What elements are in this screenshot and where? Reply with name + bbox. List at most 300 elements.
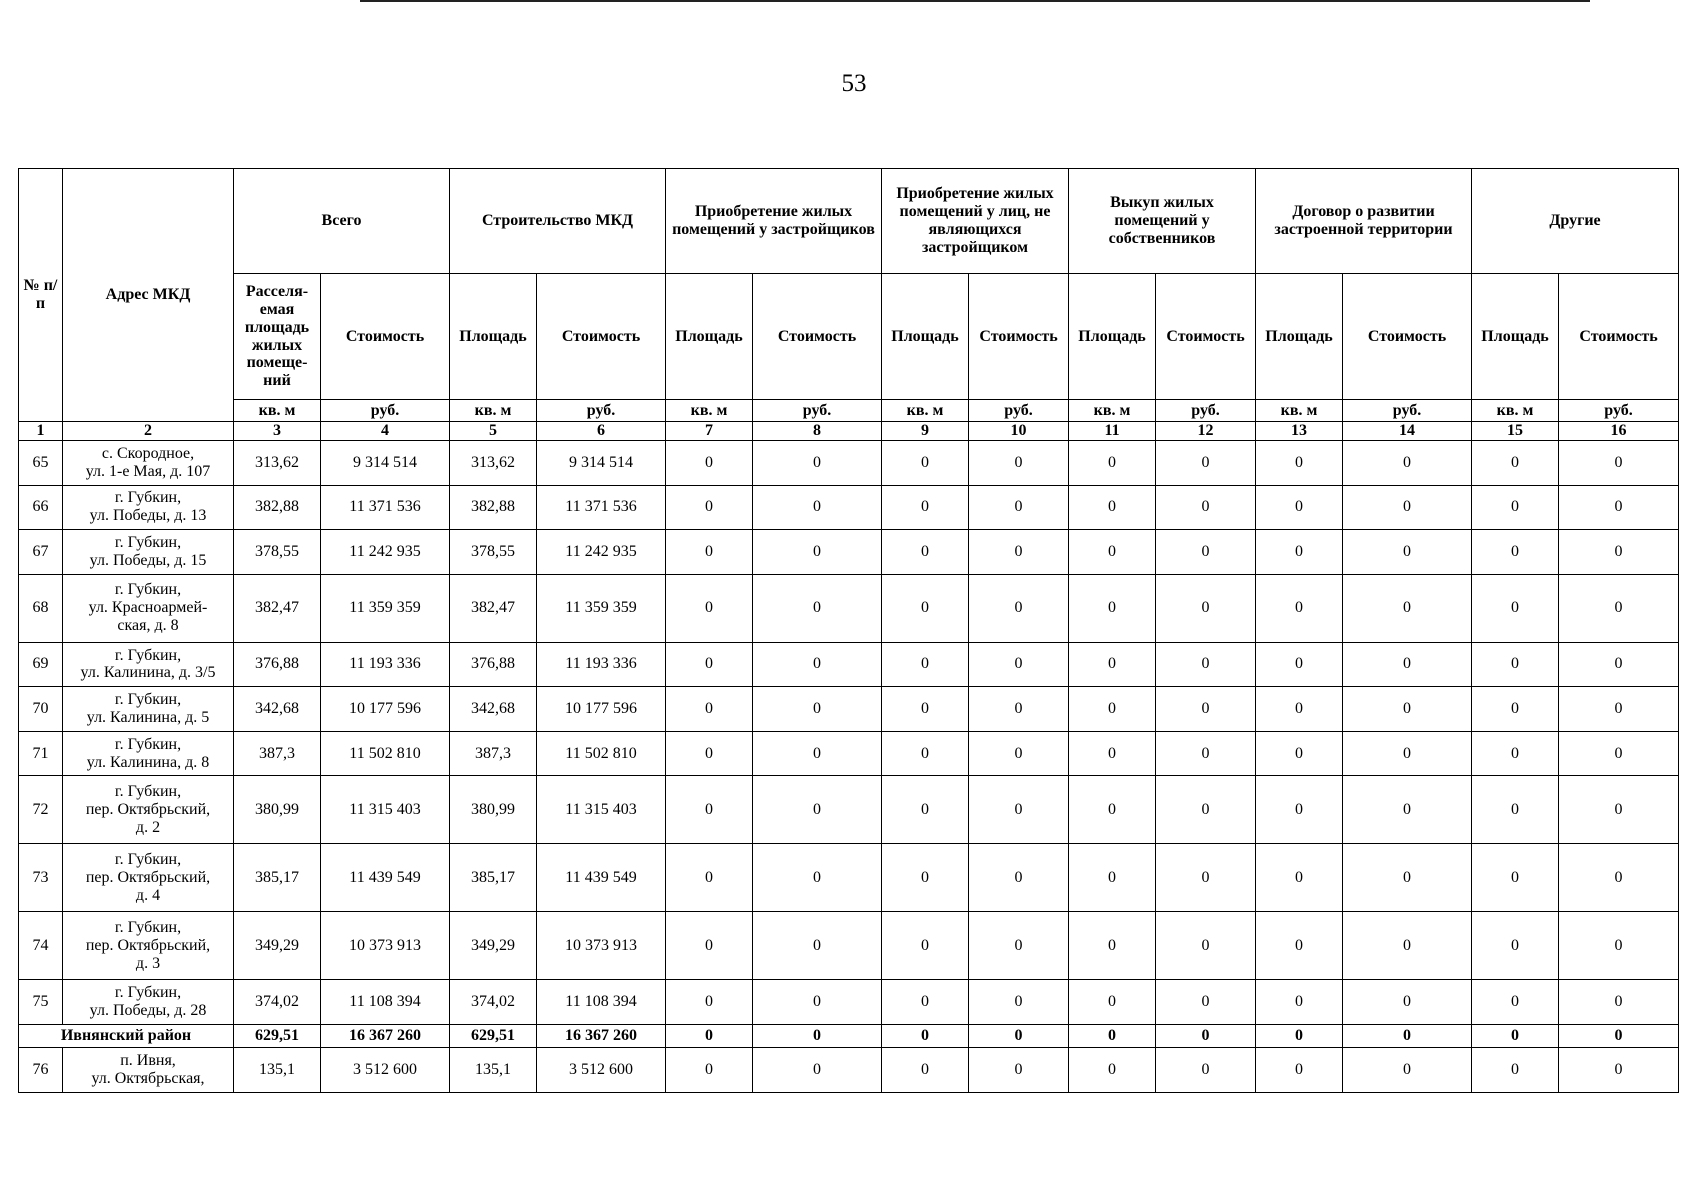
address-line: д. 2 — [135, 818, 161, 836]
row-value: 0 — [1256, 980, 1343, 1025]
unit-area: кв. м — [234, 400, 321, 422]
row-value: 0 — [1256, 844, 1343, 912]
row-value: 0 — [882, 912, 969, 980]
address-line: пер. Октябрьский, — [85, 936, 211, 954]
column-number: 9 — [882, 422, 969, 441]
row-value: 0 — [1156, 1048, 1256, 1093]
row-value: 0 — [1343, 441, 1472, 486]
row-value: 11 359 359 — [537, 574, 666, 642]
header-area: Площадь — [1069, 274, 1156, 400]
column-number: 10 — [969, 422, 1069, 441]
row-value: 0 — [1256, 687, 1343, 732]
column-number: 15 — [1472, 422, 1559, 441]
row-value: 3 512 600 — [537, 1048, 666, 1093]
address-line: ул. Победы, д. 28 — [89, 1002, 207, 1020]
unit-cost: руб. — [321, 400, 450, 422]
row-value: 0 — [666, 731, 753, 776]
scan-edge-line — [360, 0, 1590, 2]
row-value: 11 242 935 — [537, 530, 666, 575]
header-num: № п/п — [19, 169, 63, 422]
address-line: п. Ивня, — [120, 1052, 176, 1070]
row-value: 0 — [1069, 912, 1156, 980]
row-value: 0 — [666, 642, 753, 687]
header-cost: Стоимость — [753, 274, 882, 400]
row-value: 11 371 536 — [321, 485, 450, 530]
row-value: 11 315 403 — [321, 776, 450, 844]
row-value: 0 — [1472, 574, 1559, 642]
row-value: 0 — [1343, 687, 1472, 732]
header-cost: Стоимость — [1156, 274, 1256, 400]
row-value: 0 — [666, 912, 753, 980]
header-group: Всего — [234, 169, 450, 274]
row-value: 385,17 — [450, 844, 537, 912]
row-value: 0 — [753, 485, 882, 530]
row-value: 0 — [1256, 530, 1343, 575]
column-number: 11 — [1069, 422, 1156, 441]
summary-value: 16 367 260 — [321, 1024, 450, 1047]
row-value: 0 — [1156, 980, 1256, 1025]
row-address — [63, 731, 234, 776]
column-number: 1 — [19, 422, 63, 441]
row-address — [63, 530, 234, 575]
address-line: ул. Октябрьская, — [91, 1070, 205, 1088]
row-address — [63, 642, 234, 687]
header-group: Строительство МКД — [450, 169, 666, 274]
row-value: 0 — [1256, 776, 1343, 844]
row-value: 0 — [969, 912, 1069, 980]
unit-area: кв. м — [1472, 400, 1559, 422]
row-value: 0 — [1069, 776, 1156, 844]
row-value: 0 — [753, 731, 882, 776]
row-address — [63, 687, 234, 732]
row-value: 11 108 394 — [321, 980, 450, 1025]
row-value: 0 — [1559, 731, 1679, 776]
row-value: 0 — [1343, 844, 1472, 912]
summary-value: 0 — [666, 1024, 753, 1047]
row-value: 0 — [1343, 530, 1472, 575]
header-group: Другие — [1472, 169, 1679, 274]
table-body — [19, 441, 1679, 1093]
row-address — [63, 980, 234, 1025]
row-value: 10 373 913 — [321, 912, 450, 980]
row-value: 382,47 — [234, 574, 321, 642]
row-value: 0 — [882, 776, 969, 844]
row-value: 0 — [1559, 844, 1679, 912]
summary-value: 16 367 260 — [537, 1024, 666, 1047]
address-line: ул. Калинина, д. 3/5 — [80, 664, 216, 682]
header-area: Площадь — [882, 274, 969, 400]
address-line: г. Губкин, — [114, 533, 182, 551]
row-value: 0 — [882, 844, 969, 912]
row-value: 0 — [1069, 530, 1156, 575]
row-value: 0 — [753, 844, 882, 912]
row-value: 0 — [753, 687, 882, 732]
table-row — [19, 687, 1679, 732]
table-row — [19, 844, 1679, 912]
row-value: 380,99 — [234, 776, 321, 844]
table-row — [19, 731, 1679, 776]
address-line: г. Губкин, — [114, 489, 182, 507]
row-value: 0 — [1559, 980, 1679, 1025]
table-row — [19, 530, 1679, 575]
row-value: 0 — [1156, 530, 1256, 575]
row-value: 0 — [1256, 642, 1343, 687]
header-area: Расселя-емая площадь жилых помеще-ний — [234, 274, 321, 400]
summary-label: Ивнянский район — [19, 1024, 234, 1047]
column-number: 12 — [1156, 422, 1256, 441]
row-value: 0 — [882, 485, 969, 530]
row-value: 11 108 394 — [537, 980, 666, 1025]
row-value: 0 — [882, 441, 969, 486]
address-line: ул. Калинина, д. 5 — [86, 708, 210, 726]
row-value: 0 — [1069, 642, 1156, 687]
row-value: 0 — [1069, 687, 1156, 732]
summary-value: 0 — [1069, 1024, 1156, 1047]
row-value: 0 — [753, 530, 882, 575]
address-line: ул. Победы, д. 13 — [89, 507, 207, 525]
row-value: 9 314 514 — [537, 441, 666, 486]
row-value: 9 314 514 — [321, 441, 450, 486]
summary-value: 629,51 — [450, 1024, 537, 1047]
row-number: 67 — [19, 530, 63, 575]
summary-value: 0 — [1256, 1024, 1343, 1047]
header-group: Приобретение жилых помещений у лиц, не являющихся застройщиком — [882, 169, 1069, 274]
row-value: 0 — [666, 485, 753, 530]
row-value: 0 — [1343, 912, 1472, 980]
row-value: 11 359 359 — [321, 574, 450, 642]
column-number: 7 — [666, 422, 753, 441]
unit-area: кв. м — [1069, 400, 1156, 422]
row-value: 382,88 — [450, 485, 537, 530]
row-value: 0 — [1559, 530, 1679, 575]
row-address — [63, 844, 234, 912]
row-value: 0 — [1472, 441, 1559, 486]
summary-value: 629,51 — [234, 1024, 321, 1047]
address-line: д. 3 — [135, 954, 161, 972]
row-number: 66 — [19, 485, 63, 530]
row-value: 0 — [1559, 912, 1679, 980]
row-address — [63, 912, 234, 980]
address-line: с. Скородное, — [101, 444, 195, 462]
row-value: 0 — [1069, 441, 1156, 486]
row-value: 0 — [1256, 441, 1343, 486]
row-value: 11 502 810 — [537, 731, 666, 776]
row-value: 385,17 — [234, 844, 321, 912]
row-value: 376,88 — [234, 642, 321, 687]
summary-value: 0 — [969, 1024, 1069, 1047]
row-value: 0 — [1156, 844, 1256, 912]
row-value: 0 — [1343, 1048, 1472, 1093]
header-area: Площадь — [450, 274, 537, 400]
row-value: 313,62 — [234, 441, 321, 486]
table-row — [19, 485, 1679, 530]
row-value: 0 — [1559, 574, 1679, 642]
row-value: 11 193 336 — [537, 642, 666, 687]
unit-cost: руб. — [537, 400, 666, 422]
row-number: 75 — [19, 980, 63, 1025]
row-value: 0 — [1343, 485, 1472, 530]
row-value: 0 — [753, 441, 882, 486]
row-value: 0 — [969, 574, 1069, 642]
table-header — [19, 169, 1679, 441]
row-value: 0 — [882, 1048, 969, 1093]
row-value: 0 — [753, 912, 882, 980]
row-value: 0 — [1343, 776, 1472, 844]
row-value: 0 — [882, 687, 969, 732]
resettlement-table — [18, 168, 1679, 1093]
summary-value: 0 — [753, 1024, 882, 1047]
row-value: 0 — [1472, 642, 1559, 687]
column-number: 6 — [537, 422, 666, 441]
row-value: 349,29 — [450, 912, 537, 980]
row-value: 0 — [753, 642, 882, 687]
row-address — [63, 485, 234, 530]
row-value: 0 — [1472, 912, 1559, 980]
row-value: 0 — [969, 642, 1069, 687]
column-number: 4 — [321, 422, 450, 441]
header-cost: Стоимость — [969, 274, 1069, 400]
column-number: 8 — [753, 422, 882, 441]
row-value: 382,88 — [234, 485, 321, 530]
row-value: 0 — [1472, 530, 1559, 575]
row-value: 0 — [1069, 980, 1156, 1025]
row-value: 0 — [969, 1048, 1069, 1093]
row-value: 0 — [1069, 574, 1156, 642]
row-value: 11 439 549 — [321, 844, 450, 912]
row-value: 0 — [882, 980, 969, 1025]
header-cost: Стоимость — [1343, 274, 1472, 400]
row-value: 0 — [1156, 912, 1256, 980]
row-value: 374,02 — [234, 980, 321, 1025]
row-value: 0 — [1559, 776, 1679, 844]
address-line: г. Губкин, — [114, 782, 182, 800]
row-value: 0 — [969, 844, 1069, 912]
row-value: 0 — [1472, 980, 1559, 1025]
row-value: 0 — [969, 776, 1069, 844]
row-number: 71 — [19, 731, 63, 776]
table-row — [19, 642, 1679, 687]
row-value: 0 — [1343, 574, 1472, 642]
row-value: 313,62 — [450, 441, 537, 486]
row-value: 0 — [1069, 844, 1156, 912]
row-value: 0 — [1156, 776, 1256, 844]
row-value: 0 — [1156, 441, 1256, 486]
row-number: 68 — [19, 574, 63, 642]
header-address: Адрес МКД — [63, 169, 234, 422]
row-address — [63, 1048, 234, 1093]
summary-value: 0 — [1472, 1024, 1559, 1047]
row-value: 0 — [969, 441, 1069, 486]
row-value: 0 — [969, 980, 1069, 1025]
row-value: 0 — [1069, 731, 1156, 776]
row-value: 0 — [1156, 687, 1256, 732]
header-group: Договор о развитии застроенной территории — [1256, 169, 1472, 274]
address-line: пер. Октябрьский, — [85, 868, 211, 886]
address-line: г. Губкин, — [114, 691, 182, 709]
row-value: 0 — [1559, 1048, 1679, 1093]
header-cost: Стоимость — [537, 274, 666, 400]
row-address — [63, 574, 234, 642]
header-group: Выкуп жилых помещений у собственников — [1069, 169, 1256, 274]
row-value: 0 — [1256, 485, 1343, 530]
row-value: 0 — [1343, 642, 1472, 687]
row-value: 0 — [666, 980, 753, 1025]
row-value: 0 — [666, 687, 753, 732]
row-value: 0 — [1256, 912, 1343, 980]
row-value: 378,55 — [450, 530, 537, 575]
unit-area: кв. м — [882, 400, 969, 422]
row-value: 0 — [1472, 731, 1559, 776]
row-value: 135,1 — [450, 1048, 537, 1093]
row-value: 0 — [753, 980, 882, 1025]
row-value: 0 — [882, 731, 969, 776]
address-line: г. Губкин, — [114, 646, 182, 664]
row-value: 0 — [753, 776, 882, 844]
header-group: Приобретение жилых помещений у застройщиков — [666, 169, 882, 274]
header-area: Площадь — [1472, 274, 1559, 400]
row-value: 0 — [1156, 574, 1256, 642]
row-value: 0 — [1559, 642, 1679, 687]
row-value: 0 — [969, 530, 1069, 575]
row-value: 0 — [1343, 731, 1472, 776]
row-value: 374,02 — [450, 980, 537, 1025]
row-number: 76 — [19, 1048, 63, 1093]
header-area: Площадь — [1256, 274, 1343, 400]
row-value: 342,68 — [450, 687, 537, 732]
address-line: г. Губкин, — [114, 918, 182, 936]
address-line: г. Губкин, — [114, 984, 182, 1002]
row-value: 0 — [1256, 731, 1343, 776]
row-value: 0 — [666, 441, 753, 486]
row-value: 0 — [1069, 1048, 1156, 1093]
row-value: 342,68 — [234, 687, 321, 732]
row-number: 73 — [19, 844, 63, 912]
row-value: 0 — [666, 574, 753, 642]
address-line: г. Губкин, — [114, 850, 182, 868]
table-row — [19, 980, 1679, 1025]
row-value: 0 — [666, 776, 753, 844]
header-cost: Стоимость — [321, 274, 450, 400]
summary-value: 0 — [1156, 1024, 1256, 1047]
address-line: ул. Победы, д. 15 — [89, 551, 207, 569]
row-value: 380,99 — [450, 776, 537, 844]
summary-row — [19, 1024, 1679, 1047]
row-value: 0 — [969, 687, 1069, 732]
row-value: 0 — [882, 530, 969, 575]
table-row — [19, 776, 1679, 844]
table-row — [19, 912, 1679, 980]
row-value: 0 — [1472, 485, 1559, 530]
row-value: 0 — [969, 731, 1069, 776]
row-value: 387,3 — [450, 731, 537, 776]
row-number: 69 — [19, 642, 63, 687]
table-row — [19, 574, 1679, 642]
row-value: 0 — [1256, 574, 1343, 642]
summary-value: 0 — [1343, 1024, 1472, 1047]
row-value: 11 242 935 — [321, 530, 450, 575]
row-value: 0 — [969, 485, 1069, 530]
unit-cost: руб. — [1343, 400, 1472, 422]
row-address — [63, 776, 234, 844]
row-value: 11 371 536 — [537, 485, 666, 530]
row-value: 378,55 — [234, 530, 321, 575]
row-number: 74 — [19, 912, 63, 980]
unit-cost: руб. — [753, 400, 882, 422]
row-value: 0 — [666, 1048, 753, 1093]
row-value: 10 177 596 — [537, 687, 666, 732]
address-line: д. 4 — [135, 886, 161, 904]
column-number: 2 — [63, 422, 234, 441]
unit-area: кв. м — [1256, 400, 1343, 422]
column-number: 3 — [234, 422, 321, 441]
row-value: 0 — [1472, 776, 1559, 844]
table-row — [19, 1048, 1679, 1093]
row-value: 0 — [1472, 1048, 1559, 1093]
unit-area: кв. м — [666, 400, 753, 422]
row-value: 11 315 403 — [537, 776, 666, 844]
row-value: 0 — [666, 844, 753, 912]
row-value: 0 — [1343, 980, 1472, 1025]
address-line: пер. Октябрьский, — [85, 800, 211, 818]
unit-cost: руб. — [1559, 400, 1679, 422]
row-value: 0 — [666, 530, 753, 575]
unit-area: кв. м — [450, 400, 537, 422]
column-number: 13 — [1256, 422, 1343, 441]
header-cost: Стоимость — [1559, 274, 1679, 400]
row-value: 0 — [1156, 642, 1256, 687]
column-number: 14 — [1343, 422, 1472, 441]
row-value: 0 — [1559, 687, 1679, 732]
row-address — [63, 441, 234, 486]
column-number: 16 — [1559, 422, 1679, 441]
header-area: Площадь — [666, 274, 753, 400]
row-value: 11 439 549 — [537, 844, 666, 912]
column-number: 5 — [450, 422, 537, 441]
row-value: 10 177 596 — [321, 687, 450, 732]
summary-value: 0 — [1559, 1024, 1679, 1047]
row-value: 0 — [1156, 731, 1256, 776]
row-value: 0 — [1472, 844, 1559, 912]
row-value: 0 — [1256, 1048, 1343, 1093]
row-value: 0 — [1156, 485, 1256, 530]
summary-value: 0 — [882, 1024, 969, 1047]
row-value: 0 — [882, 642, 969, 687]
table-row — [19, 441, 1679, 486]
row-value: 0 — [1472, 687, 1559, 732]
row-value: 0 — [753, 1048, 882, 1093]
row-value: 135,1 — [234, 1048, 321, 1093]
row-value: 0 — [1559, 441, 1679, 486]
row-number: 65 — [19, 441, 63, 486]
address-line: ул. Красноармей- — [88, 599, 208, 617]
page-number: 53 — [841, 70, 867, 97]
address-line: г. Губкин, — [114, 735, 182, 753]
row-value: 0 — [753, 574, 882, 642]
row-value: 382,47 — [450, 574, 537, 642]
row-number: 70 — [19, 687, 63, 732]
unit-cost: руб. — [1156, 400, 1256, 422]
row-value: 0 — [882, 574, 969, 642]
row-value: 11 502 810 — [321, 731, 450, 776]
address-line: г. Губкин, — [114, 581, 182, 599]
row-value: 11 193 336 — [321, 642, 450, 687]
row-value: 0 — [1069, 485, 1156, 530]
row-value: 376,88 — [450, 642, 537, 687]
row-value: 349,29 — [234, 912, 321, 980]
row-value: 387,3 — [234, 731, 321, 776]
row-value: 10 373 913 — [537, 912, 666, 980]
address-line: ул. 1-е Мая, д. 107 — [85, 462, 211, 480]
